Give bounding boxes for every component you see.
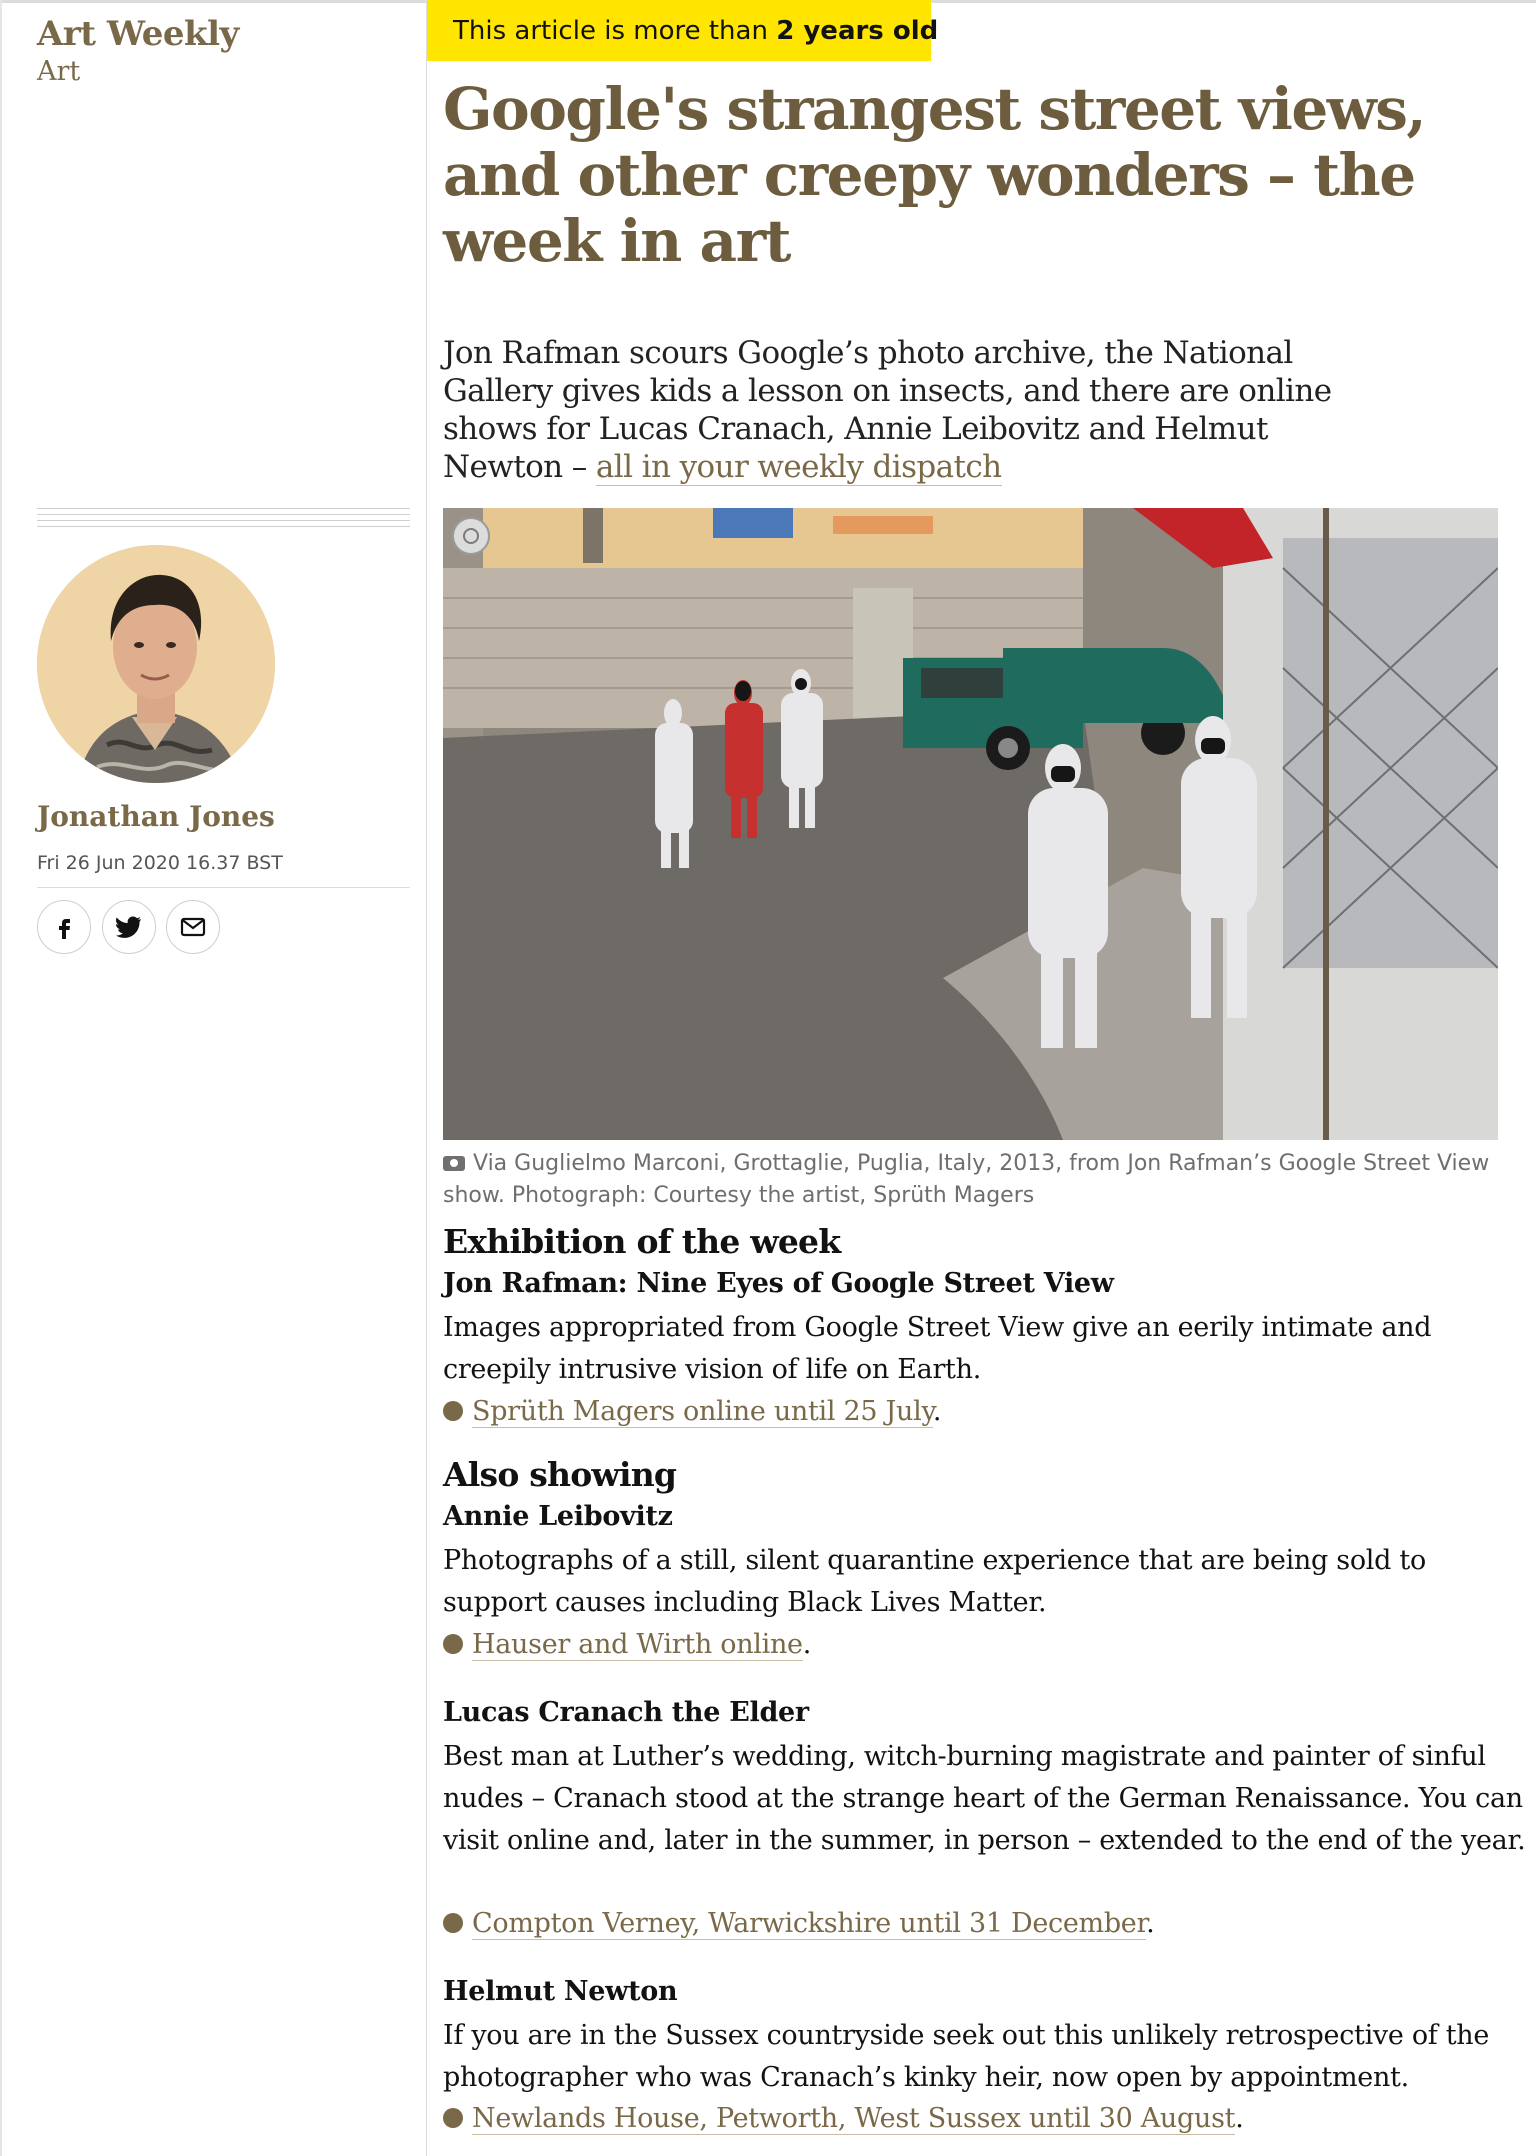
- item-venue-newton: Newlands House, Petworth, West Sussex until 30 August.: [443, 2098, 1244, 2140]
- image-caption-text: Via Guglielmo Marconi, Grottaglie, Puglia, Italy, 2013, from Jon Rafman’s Google Street View show. Photograph: Courtesy the artist, Sprüth Magers: [443, 1151, 1490, 1208]
- publish-date: Fri 26 Jun 2020 16.37 BST: [37, 852, 283, 874]
- author-name[interactable]: Jonathan Jones: [37, 800, 275, 833]
- series-label[interactable]: Art Weekly: [37, 14, 239, 54]
- camera-icon: [443, 1156, 465, 1171]
- share-facebook-button[interactable]: [37, 900, 91, 954]
- standfirst-link[interactable]: all in your weekly dispatch: [595, 449, 1002, 485]
- bullet-dot-icon: [443, 1634, 463, 1654]
- share-email-button[interactable]: [166, 900, 220, 954]
- venue-link-newton[interactable]: Newlands House, Petworth, West Sussex until 30 August: [472, 2103, 1236, 2134]
- standfirst-text: Jon Rafman scours Google’s photo archive, the National Gallery gives kids a lesson on insects, and there are online shows for Lucas Cranach, Annie Leibovitz and Helmut Newton –: [443, 335, 1332, 485]
- item-body-leibovitz: Photographs of a still, silent quarantine experience that are being sold to support causes including Black Lives Matter.: [443, 1545, 1426, 1618]
- image-caption: [443, 1148, 1503, 1212]
- facebook-icon: [53, 915, 75, 939]
- age-notice-emphasis: 2 years old: [776, 15, 939, 46]
- meta-rules: [37, 508, 410, 532]
- page-left-border: [0, 0, 2, 2156]
- venue-link-cranach[interactable]: Compton Verney, Warwickshire until 31 December: [472, 1908, 1147, 1939]
- item-venue-leibovitz: Hauser and Wirth online.: [443, 1624, 811, 1666]
- age-notice-prefix: This article is more than: [453, 15, 777, 46]
- bullet-dot-icon: [443, 1401, 463, 1421]
- bullet-dot-icon: [443, 2108, 463, 2128]
- standfirst: [443, 334, 1383, 486]
- item-body-cranach: Best man at Luther’s wedding, witch-burning magistrate and painter of sinful nudes – Cranach stood at the strange heart of the German Renaissance. You can visit online and, later in the summer, in person – extended to the end of the year.: [443, 1741, 1526, 1856]
- section-label[interactable]: Art: [37, 56, 81, 87]
- exhibition-venue-link[interactable]: Sprüth Magers online until 25 July: [472, 1396, 933, 1427]
- item-venue-cranach: Compton Verney, Warwickshire until 31 December.: [443, 1903, 1154, 1945]
- item-title-cranach: Lucas Cranach the Elder: [443, 1697, 809, 1728]
- share-twitter-button[interactable]: [102, 900, 156, 954]
- exhibition-venue: Sprüth Magers online until 25 July.: [443, 1391, 941, 1433]
- venue-link-leibovitz[interactable]: Hauser and Wirth online: [472, 1629, 803, 1660]
- twitter-icon: [116, 916, 142, 938]
- item-title-leibovitz: Annie Leibovitz: [443, 1501, 673, 1532]
- meta-divider: [37, 887, 410, 888]
- email-icon: [180, 917, 206, 937]
- bullet-dot-icon: [443, 1913, 463, 1933]
- exhibition-body: Images appropriated from Google Street View give an eerily intimate and creepily intrusive vision of life on Earth.: [443, 1312, 1432, 1385]
- article-age-notice: [427, 0, 939, 61]
- headline: Google's strangest street views, and other creepy wonders – the week in art: [443, 75, 1426, 275]
- author-avatar: [37, 545, 275, 783]
- item-body-newton: If you are in the Sussex countryside seek out this unlikely retrospective of the photographer who was Cranach’s kinky heir, now open by appointment.: [443, 2020, 1490, 2093]
- lead-image[interactable]: [443, 508, 1498, 1140]
- exhibition-title: Jon Rafman: Nine Eyes of Google Street View: [443, 1268, 1114, 1299]
- exhibition-heading: Exhibition of the week: [443, 1222, 841, 1261]
- column-divider: [426, 0, 427, 2156]
- item-title-newton: Helmut Newton: [443, 1976, 678, 2007]
- also-showing-heading: Also showing: [443, 1455, 677, 1494]
